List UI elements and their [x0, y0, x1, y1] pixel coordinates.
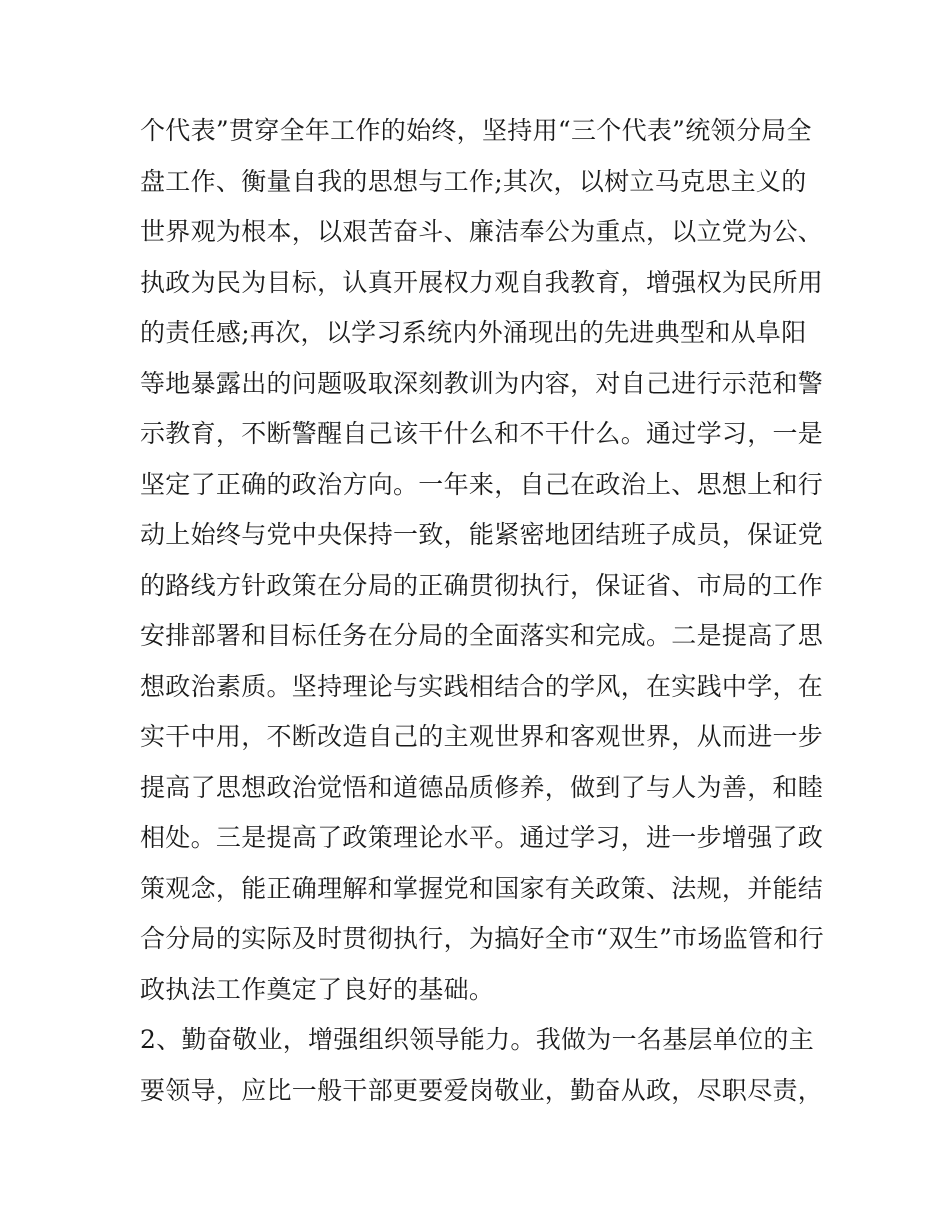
text-line: 要领导，应比一般干部更要爱岗敬业，勤奋从政，尽职尽责，	[140, 1075, 824, 1105]
text-line: 想政治素质。坚持理论与实践相结合的学风，在实践中学，在	[140, 671, 824, 701]
text-line: 的路线方针政策在分局的正确贯彻执行，保证省、市局的工作	[140, 570, 824, 600]
text-line: 相处。三是提高了政策理论水平。通过学习，进一步增强了政	[140, 823, 824, 852]
text-line: 2、勤奋敬业，增强组织领导能力。我做为一名基层单位的主	[140, 1025, 815, 1054]
text-line: 盘工作、衡量自我的思想与工作;其次，以树立马克思主义的	[140, 166, 807, 196]
body-text	[140, 106, 830, 1116]
text-line: 提高了思想政治觉悟和道德品质修养，做到了与人为善，和睦	[140, 772, 824, 802]
text-line: 世界观为根本，以艰苦奋斗、廉洁奉公为重点，以立党为公、	[140, 217, 824, 246]
text-line: 执政为民为目标，认真开展权力观自我教育，增强权为民所用	[140, 267, 824, 297]
text-line: 合分局的实际及时贯彻执行，为搞好全市“双生”市场监管和行	[140, 924, 824, 953]
text-line: 示教育，不断警醒自己该干什么和不干什么。通过学习，一是	[140, 419, 824, 448]
text-line: 个代表”贯穿全年工作的始终，坚持用“三个代表”统领分局全	[140, 116, 812, 145]
text-line: 的责任感;再次，以学习系统内外涌现出的先进典型和从阜阳	[140, 318, 807, 347]
text-line: 安排部署和目标任务在分局的全面落实和完成。二是提高了思	[140, 621, 824, 650]
text-line: 政执法工作奠定了良好的基础。	[140, 974, 495, 1004]
text-line: 等地暴露出的问题吸取深刻教训为内容，对自己进行示范和警	[140, 368, 824, 398]
text-line: 动上始终与党中央保持一致，能紧密地团结班子成员，保证党	[140, 520, 824, 549]
text-line: 坚定了正确的政治方向。一年来，自己在政治上、思想上和行	[140, 469, 824, 499]
text-line: 策观念，能正确理解和掌握党和国家有关政策、法规，并能结	[140, 873, 824, 903]
text-line: 实干中用，不断改造自己的主观世界和客观世界，从而进一步	[140, 722, 824, 751]
